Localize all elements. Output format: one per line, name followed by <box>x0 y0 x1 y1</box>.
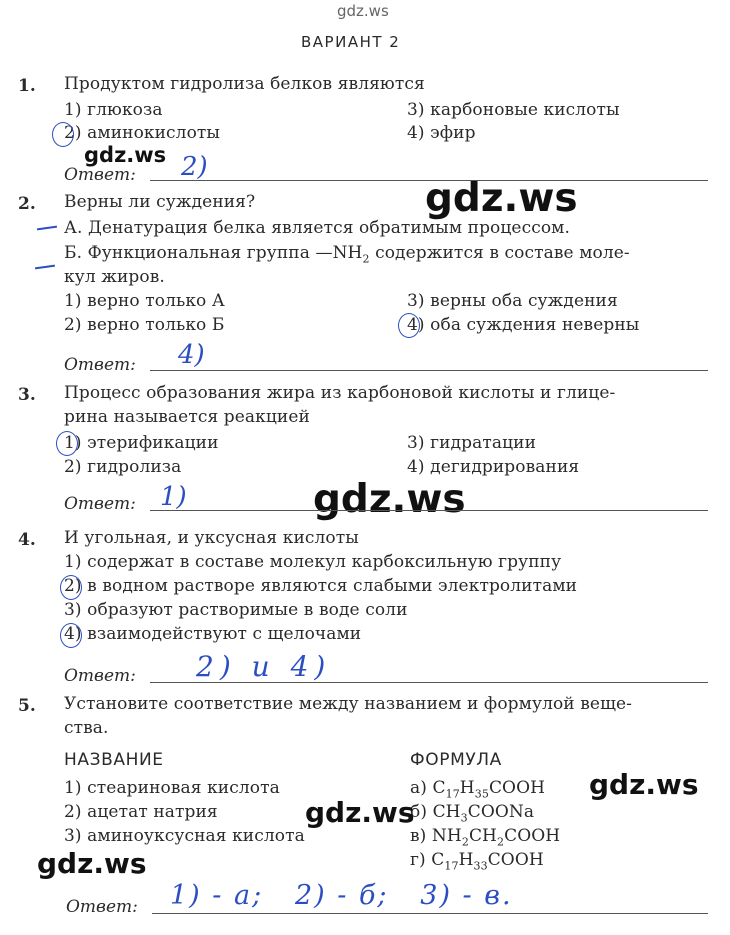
q2-option-1: 1) верно только А <box>64 291 225 311</box>
watermark-q5-left: gdz.ws <box>37 847 147 880</box>
q2-number: 2. <box>18 194 36 214</box>
q3-question-line1: Процесс образования жира из карбоновой кислоты и глице- <box>64 383 616 403</box>
q5-formula-c: в) $NH_2CH_2COOH$ <box>410 826 561 849</box>
q4-number: 4. <box>18 530 36 550</box>
q2-option-4: 4) оба суждения неверны <box>407 315 640 335</box>
q3-question-line2: рина называется реакцией <box>64 407 310 427</box>
q1-circle-mark <box>52 122 74 147</box>
watermark-q1: gdz.ws <box>84 143 167 167</box>
watermark-q2: gdz.ws <box>425 176 578 221</box>
q2-dash-mark-a <box>37 226 57 231</box>
q3-number: 3. <box>18 385 36 405</box>
watermark-q5-right: gdz.ws <box>589 768 699 801</box>
q3-answer: 1) <box>160 482 187 512</box>
q1-option-3: 3) карбоновые кислоты <box>407 100 620 120</box>
q2-answer: 4) <box>178 340 205 370</box>
watermark-top: gdz.ws <box>337 2 389 20</box>
q4-option-4: 4) взаимодействуют с щелочами <box>64 624 362 644</box>
q3-option-1: 1) этерификации <box>64 433 219 453</box>
q3-option-4: 4) дегидрирования <box>407 457 580 477</box>
q1-option-1: 1) глюкоза <box>64 100 163 120</box>
q5-name-3: 3) аминоуксусная кислота <box>64 826 305 846</box>
q3-answer-line <box>150 510 708 511</box>
q2-statement-b: Б. Функциональная группа $—NH_2$ содержится в составе моле- <box>64 243 630 266</box>
q5-answer: 1) - а; 2) - б; 3) - в. <box>170 880 513 911</box>
q4-answer-label: Ответ: <box>64 666 136 686</box>
q5-question-line2: ства. <box>64 718 109 738</box>
q3-circle-mark <box>56 431 78 456</box>
q5-formula-b: б) $CH_3COONa$ <box>410 802 535 825</box>
q5-col-name-header: НАЗВАНИЕ <box>64 750 164 770</box>
q2-circle-mark <box>398 313 420 338</box>
q5-answer-line <box>152 913 708 914</box>
q2-answer-label: Ответ: <box>64 355 136 375</box>
watermark-q5-mid: gdz.ws <box>305 796 415 829</box>
variant-title: ВАРИАНТ 2 <box>301 33 401 51</box>
q1-option-4: 4) эфир <box>407 123 476 143</box>
q4-circle-mark-2 <box>60 575 82 600</box>
q5-number: 5. <box>18 696 36 716</box>
q2-statement-b-cont: кул жиров. <box>64 267 165 287</box>
q1-number: 1. <box>18 76 36 96</box>
q1-option-2: 2) аминокислоты <box>64 123 221 143</box>
q4-question: И угольная, и уксусная кислоты <box>64 528 359 548</box>
q5-name-1: 1) стеариновая кислота <box>64 778 280 798</box>
q4-option-2: 2) в водном растворе являются слабыми электролитами <box>64 576 578 596</box>
q5-col-formula-header: ФОРМУЛА <box>410 750 502 770</box>
q2-dash-mark-b <box>35 265 55 270</box>
q4-answer: 2) и 4) <box>196 650 332 683</box>
q3-option-2: 2) гидролиза <box>64 457 182 477</box>
q3-option-3: 3) гидратации <box>407 433 537 453</box>
q4-option-3: 3) образуют растворимые в воде соли <box>64 600 408 620</box>
q5-formula-a: а) $C_{17}H_{35}COOH$ <box>410 778 546 801</box>
q2-question: Верны ли суждения? <box>64 192 256 212</box>
q4-option-1: 1) содержат в составе молекул карбоксильную группу <box>64 552 562 572</box>
q2-statement-a: А. Денатурация белка является обратимым процессом. <box>64 218 570 238</box>
q5-question-line1: Установите соответствие между названием и формулой веще- <box>64 694 632 714</box>
q5-name-2: 2) ацетат натрия <box>64 802 218 822</box>
q2-option-2: 2) верно только Б <box>64 315 225 335</box>
watermark-q3: gdz.ws <box>313 477 466 522</box>
q5-formula-d: г) $C_{17}H_{33}COOH$ <box>410 850 544 873</box>
q1-answer-label: Ответ: <box>64 165 136 185</box>
q5-answer-label: Ответ: <box>66 897 138 917</box>
q1-answer: 2) <box>181 152 208 182</box>
q2-option-3: 3) верны оба суждения <box>407 291 618 311</box>
q4-circle-mark-4 <box>60 623 82 648</box>
q3-answer-label: Ответ: <box>64 494 136 514</box>
q2-answer-line <box>150 370 708 371</box>
q1-question: Продуктом гидролиза белков являются <box>64 74 425 94</box>
